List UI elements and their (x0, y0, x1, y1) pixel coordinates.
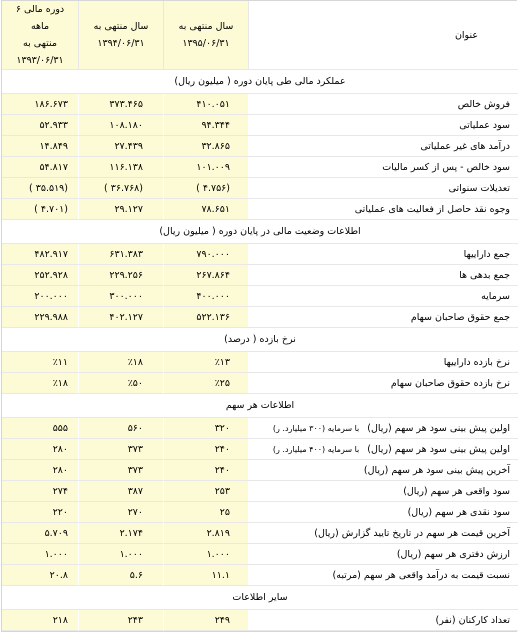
header-col3-line3: ۱۳۹۳/۰۶/۳۱ (16, 55, 64, 66)
row-label-cell (248, 157, 518, 178)
value-cell-v1: ۲۴۰ (163, 460, 248, 481)
value-cell-v2: ۳۸۷ (78, 481, 163, 502)
table-row (2, 544, 518, 565)
row-label-cell (248, 199, 518, 220)
table-row (2, 199, 518, 220)
value-cell-v3: ۵.۷۰۹ (2, 523, 78, 544)
row-label-cell (248, 307, 518, 328)
header-title-label: عنوان (454, 29, 478, 41)
row-label-cell (248, 610, 518, 631)
row-label: آخرین پیش بینی سود هر سهم (ریال) (363, 464, 510, 476)
value-cell-v1: ۳۲.۸۶۵ (163, 136, 248, 157)
value-cell-v3: ٪۱۸ (2, 373, 78, 394)
section-title: سایر اطلاعات (2, 586, 518, 610)
header-col-1393 (2, 1, 78, 70)
section-title: نرخ بازده ( درصد) (2, 328, 518, 352)
value-cell-v1: ۲۶۷.۸۶۴ (163, 265, 248, 286)
value-cell-v1: ۲۵ (163, 502, 248, 523)
table-header-row (2, 1, 518, 70)
row-label-cell (248, 352, 518, 373)
row-label: نسبت قیمت به درآمد واقعی هر سهم (مرتبه) (332, 569, 510, 581)
header-col1-line2: ۱۳۹۵/۰۶/۳۱ (182, 38, 230, 49)
table-row (2, 565, 518, 586)
value-cell-v1: ۲.۸۱۹ (163, 523, 248, 544)
value-cell-v2: ۵۶۰ (78, 418, 163, 439)
row-label: نرخ بازده داراییها (443, 356, 510, 368)
header-col3-line2: منتهی به (23, 38, 57, 49)
value-cell-v2: ۳۰۰.۰۰۰ (78, 286, 163, 307)
value-cell-v3: ٪۱۱ (2, 352, 78, 373)
table-row (2, 307, 518, 328)
table-body (2, 70, 518, 631)
financial-summary-table-container (1, 0, 517, 632)
table-row (2, 610, 518, 631)
financial-summary-table (2, 1, 518, 631)
row-label: سود خالص - پس از کسر مالیات (382, 161, 510, 173)
value-cell-v3: ۲۵۲.۹۲۸ (2, 265, 78, 286)
table-row (2, 418, 518, 439)
row-label-cell (248, 439, 518, 460)
value-cell-v1: ۲۴۰ (163, 439, 248, 460)
value-cell-v2: ۲۴۳ (78, 610, 163, 631)
value-cell-v2: ۳۷۳ (78, 439, 163, 460)
header-col2-line1: سال منتهی به (93, 21, 149, 32)
value-cell-v3: ۲۲۹.۹۸۸ (2, 307, 78, 328)
value-cell-v3: ۵۵۵ (2, 418, 78, 439)
value-cell-v2: ۴۰۲.۱۲۷ (78, 307, 163, 328)
value-cell-v2: ۳۷۳ (78, 460, 163, 481)
row-label: وجوه نقد حاصل از فعالیت های عملیاتی (354, 203, 510, 215)
value-cell-v1: ۵۲۲.۱۳۶ (163, 307, 248, 328)
section-header-row (2, 328, 518, 352)
value-cell-v3: ۲۲۰ (2, 502, 78, 523)
row-label-cell (248, 94, 518, 115)
value-cell-v3: ( ۴.۷۰۱) (2, 199, 78, 220)
value-cell-v2: ۲۷.۴۳۹ (78, 136, 163, 157)
value-cell-v1: ۴۰۰.۰۰۰ (163, 286, 248, 307)
row-label: درآمد های غیر عملیاتی (420, 140, 510, 152)
value-cell-v3: ۲۸۰ (2, 439, 78, 460)
row-label: جمع بدهی ها (459, 269, 510, 281)
value-cell-v1: ۱۱.۱ (163, 565, 248, 586)
value-cell-v2: ۵.۶ (78, 565, 163, 586)
header-col-1394 (78, 1, 163, 70)
value-cell-v2: ۶۳۱.۳۸۳ (78, 244, 163, 265)
value-cell-v1: ۲۵۳ (163, 481, 248, 502)
value-cell-v2: ۲۹.۱۲۷ (78, 199, 163, 220)
section-header-row (2, 220, 518, 244)
table-row (2, 286, 518, 307)
value-cell-v1: ٪۱۳ (163, 352, 248, 373)
row-label: سود عملیاتی (459, 119, 510, 131)
value-cell-v1: ۱.۰۰۰ (163, 544, 248, 565)
value-cell-v2: ٪۵۰ (78, 373, 163, 394)
value-cell-v3: ۲۷۴ (2, 481, 78, 502)
row-note: با سرمایه (۴۰۰ میلیارد. ر) (272, 444, 360, 454)
value-cell-v1: ۲۴۹ (163, 610, 248, 631)
value-cell-v3: ۲۸۰ (2, 460, 78, 481)
row-label-cell (248, 565, 518, 586)
row-label: سرمایه (481, 290, 510, 302)
row-label-cell (248, 244, 518, 265)
row-label-cell (248, 523, 518, 544)
row-label-cell (248, 136, 518, 157)
table-row (2, 94, 518, 115)
value-cell-v1: ۷۸.۶۵۱ (163, 199, 248, 220)
table-row (2, 481, 518, 502)
section-header-row (2, 394, 518, 418)
value-cell-v3: ۵۲.۹۳۳ (2, 115, 78, 136)
value-cell-v2: ۲۷۰ (78, 502, 163, 523)
row-note: با سرمایه (۳۰۰ میلیارد. ر) (272, 423, 360, 433)
value-cell-v2: ٪۱۸ (78, 352, 163, 373)
value-cell-v1: ۹۴.۳۴۴ (163, 115, 248, 136)
value-cell-v1: ۱۰۱.۰۰۹ (163, 157, 248, 178)
section-title: اطلاعات وضعیت مالی در پایان دوره ( میلیون ریال) (2, 220, 518, 244)
row-label: آخرین قیمت هر سهم در تاریخ تایید گزارش (ریال) (314, 527, 510, 539)
section-title: اطلاعات هر سهم (2, 394, 518, 418)
value-cell-v3: ۲۰.۸ (2, 565, 78, 586)
value-cell-v2: ۲۲۹.۲۵۶ (78, 265, 163, 286)
row-label: ارزش دفتری هر سهم (ریال) (396, 548, 510, 560)
value-cell-v3: ۱۴.۸۴۹ (2, 136, 78, 157)
row-label-cell (248, 373, 518, 394)
table-row (2, 178, 518, 199)
row-label-cell (248, 286, 518, 307)
section-title: عملکرد مالی طی پایان دوره ( میلیون ریال) (2, 70, 518, 94)
table-row (2, 244, 518, 265)
header-col2-line2: ۱۳۹۴/۰۶/۳۱ (97, 38, 145, 49)
table-row (2, 460, 518, 481)
value-cell-v2: ۱۰۸.۱۸۰ (78, 115, 163, 136)
table-row (2, 439, 518, 460)
header-col3-line1: دوره مالی ۶ ماهه (15, 4, 65, 32)
header-col-1395 (163, 1, 248, 70)
value-cell-v1: ٪۲۵ (163, 373, 248, 394)
value-cell-v3: ۱۸۶.۶۷۳ (2, 94, 78, 115)
value-cell-v2: ۱.۰۰۰ (78, 544, 163, 565)
table-row (2, 157, 518, 178)
table-row (2, 115, 518, 136)
section-header-row (2, 70, 518, 94)
row-label-cell (248, 115, 518, 136)
value-cell-v3: ۱.۰۰۰ (2, 544, 78, 565)
value-cell-v1: ( ۴.۷۵۶) (163, 178, 248, 199)
value-cell-v3: ۵۴.۸۱۷ (2, 157, 78, 178)
row-label-cell (248, 418, 518, 439)
table-row (2, 352, 518, 373)
table-row (2, 502, 518, 523)
row-label-cell (248, 502, 518, 523)
row-label-cell (248, 481, 518, 502)
value-cell-v3: ۴۸۲.۹۱۷ (2, 244, 78, 265)
value-cell-v2: ( ۳۶.۷۶۸) (78, 178, 163, 199)
row-label: اولین پیش بینی سود هر سهم (ریال) (367, 443, 510, 455)
row-label: اولین پیش بینی سود هر سهم (ریال) (367, 422, 510, 434)
row-label-cell (248, 544, 518, 565)
section-header-row (2, 586, 518, 610)
row-label: سود نقدی هر سهم (ریال) (407, 506, 510, 518)
value-cell-v2: ۳۷۳.۴۶۵ (78, 94, 163, 115)
table-row (2, 136, 518, 157)
row-label: جمع داراییها (463, 248, 510, 260)
row-label: تعدیلات سنواتی (448, 182, 510, 194)
row-label-cell (248, 460, 518, 481)
table-row (2, 265, 518, 286)
row-label: سود واقعی هر سهم (ریال) (403, 485, 510, 497)
header-title (248, 1, 518, 70)
row-label: تعداد کارکنان (نفر) (435, 614, 510, 626)
row-label-cell (248, 178, 518, 199)
value-cell-v1: ۴۱۰.۰۵۱ (163, 94, 248, 115)
value-cell-v2: ۲.۱۷۴ (78, 523, 163, 544)
table-row (2, 373, 518, 394)
value-cell-v3: ۲۱۸ (2, 610, 78, 631)
value-cell-v1: ۳۲۰ (163, 418, 248, 439)
row-label: جمع حقوق صاحبان سهام (410, 311, 510, 323)
value-cell-v3: ۲۰۰.۰۰۰ (2, 286, 78, 307)
row-label: فروش خالص (457, 98, 510, 110)
table-row (2, 523, 518, 544)
value-cell-v3: ( ۳۵.۵۱۹) (2, 178, 78, 199)
row-label: نرخ بازده حقوق صاحبان سهام (390, 377, 510, 389)
value-cell-v2: ۱۱۶.۱۳۸ (78, 157, 163, 178)
value-cell-v1: ۷۹۰.۰۰۰ (163, 244, 248, 265)
header-col1-line1: سال منتهی به (178, 21, 234, 32)
row-label-cell (248, 265, 518, 286)
